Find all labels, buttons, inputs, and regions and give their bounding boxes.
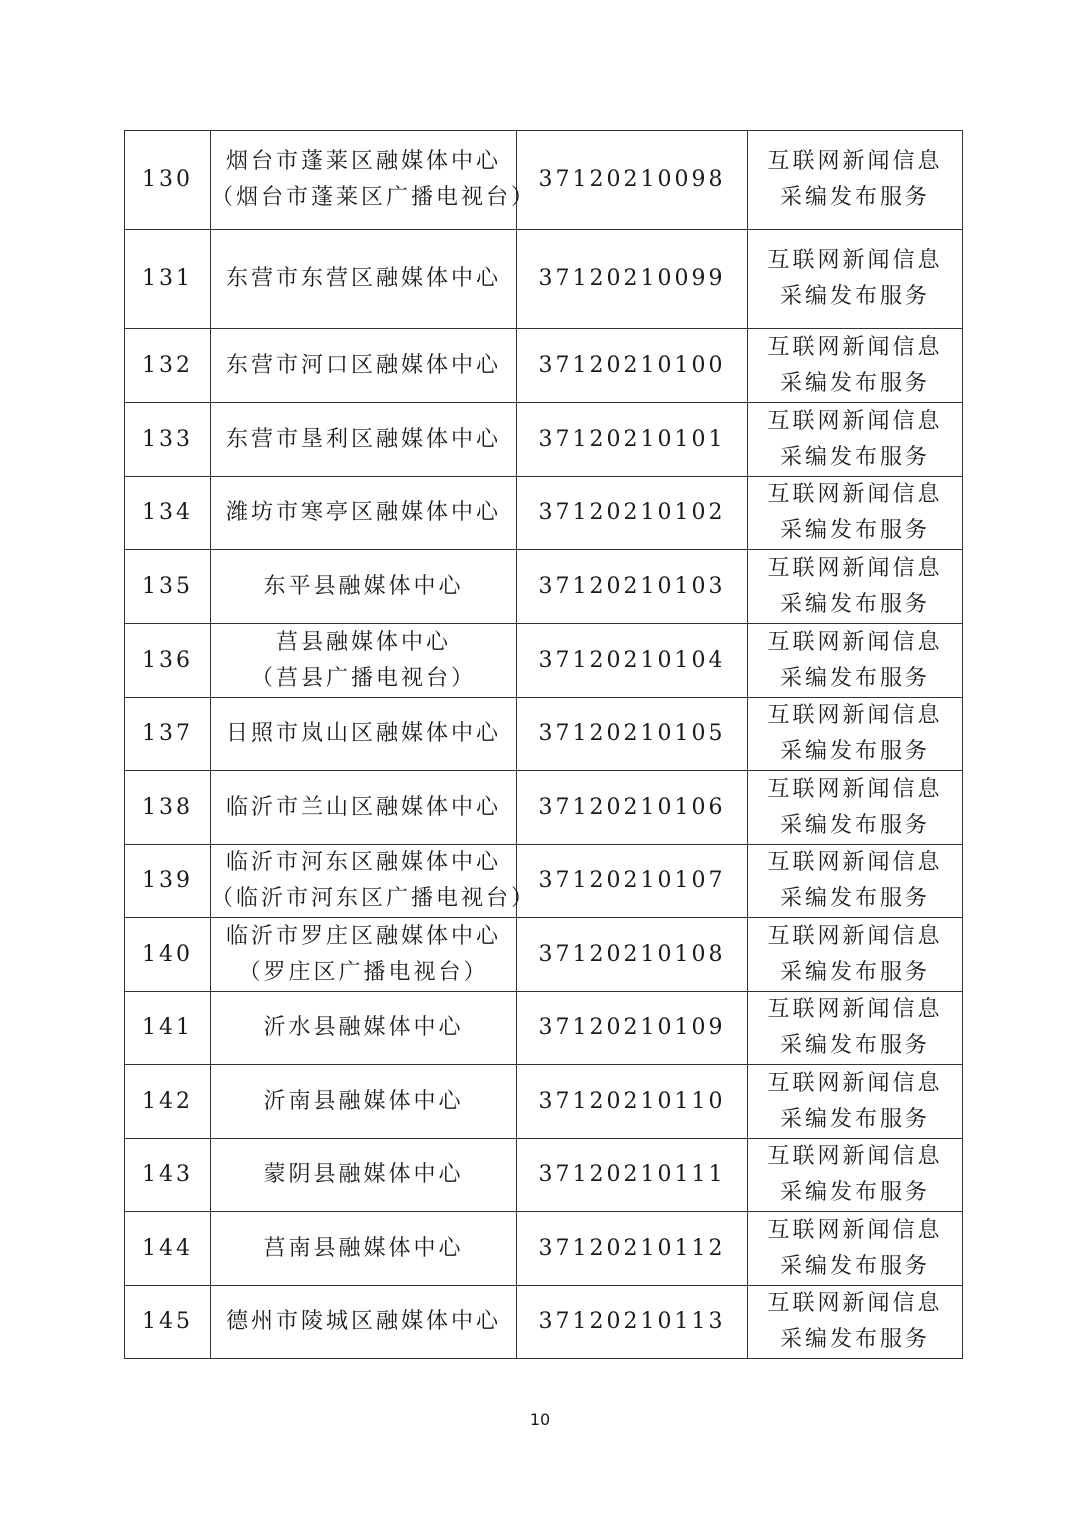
- row-number: 145: [125, 1286, 211, 1359]
- row-number: 143: [125, 1139, 211, 1212]
- service-type: [748, 1212, 963, 1286]
- service-line: 采编发布服务: [779, 1106, 930, 1132]
- org-name-line: 临沂市罗庄区融媒体中心: [225, 923, 501, 949]
- row-number: 136: [125, 624, 211, 698]
- org-name: [211, 918, 517, 992]
- license-code: 37120210108: [517, 918, 748, 992]
- row-number: 130: [125, 131, 211, 230]
- org-name: [211, 329, 517, 403]
- org-name: [211, 1286, 517, 1359]
- service-type: [748, 992, 963, 1065]
- license-code: 37120210107: [517, 845, 748, 918]
- org-name-line: 沂南县融媒体中心: [263, 1088, 464, 1114]
- service-type: [748, 1065, 963, 1139]
- service-line: 采编发布服务: [779, 185, 930, 210]
- table-row: [125, 845, 963, 918]
- license-code: 37120210113: [517, 1286, 748, 1359]
- org-name-line: 沂水县融媒体中心: [263, 1015, 464, 1040]
- service-line: 采编发布服务: [779, 739, 930, 764]
- row-number: 141: [125, 992, 211, 1065]
- service-type: [748, 845, 963, 918]
- service-line: 互联网新闻信息: [767, 629, 943, 655]
- table-row: [125, 1212, 963, 1286]
- license-code: 37120210106: [517, 771, 748, 845]
- org-name-line: 德州市陵城区融媒体中心: [225, 1309, 501, 1334]
- org-name-line: （莒县广播电视台）: [250, 665, 476, 691]
- service-type: [748, 624, 963, 698]
- service-line: 采编发布服务: [779, 444, 930, 470]
- table-row: [125, 698, 963, 771]
- service-line: 互联网新闻信息: [767, 555, 943, 581]
- service-line: 互联网新闻信息: [767, 997, 943, 1022]
- table-row: [125, 403, 963, 477]
- org-name: [211, 698, 517, 771]
- org-name-line: 东营市垦利区融媒体中心: [225, 426, 501, 452]
- row-number: 132: [125, 329, 211, 403]
- service-line: 互联网新闻信息: [767, 1144, 943, 1169]
- table-row: [125, 624, 963, 698]
- row-number: 133: [125, 403, 211, 477]
- service-line: 互联网新闻信息: [767, 248, 943, 273]
- table-row: [125, 992, 963, 1065]
- service-line: 互联网新闻信息: [767, 1217, 943, 1243]
- table-body: [125, 131, 963, 1359]
- service-line: 互联网新闻信息: [767, 776, 943, 802]
- license-code: 37120210101: [517, 403, 748, 477]
- service-line: 互联网新闻信息: [767, 334, 943, 360]
- license-code: 37120210104: [517, 624, 748, 698]
- org-name-line: 东营市东营区融媒体中心: [225, 266, 501, 291]
- service-line: 采编发布服务: [779, 1180, 930, 1205]
- table-row: [125, 550, 963, 624]
- service-type: [748, 771, 963, 845]
- org-name: [211, 550, 517, 624]
- org-name: [211, 845, 537, 918]
- table-row: [125, 329, 963, 403]
- table-row: [125, 230, 963, 329]
- license-code: 37120210102: [517, 477, 748, 550]
- license-code: 37120210112: [517, 1212, 748, 1286]
- service-type: [748, 329, 963, 403]
- license-code: 37120210111: [517, 1139, 748, 1212]
- service-type: [748, 1139, 963, 1212]
- service-line: 采编发布服务: [779, 1253, 930, 1279]
- service-line: 采编发布服务: [779, 370, 930, 396]
- org-name: [211, 1139, 517, 1212]
- service-line: 互联网新闻信息: [767, 703, 943, 728]
- license-code: 37120210110: [517, 1065, 748, 1139]
- row-number: 142: [125, 1065, 211, 1139]
- license-code: 37120210103: [517, 550, 748, 624]
- service-type: [748, 1286, 963, 1359]
- table-row: [125, 1065, 963, 1139]
- row-number: 138: [125, 771, 211, 845]
- service-line: 互联网新闻信息: [767, 408, 943, 434]
- service-line: 采编发布服务: [779, 518, 930, 543]
- service-line: 采编发布服务: [779, 886, 930, 911]
- org-name-line: 潍坊市寒亭区融媒体中心: [225, 500, 501, 525]
- service-line: 互联网新闻信息: [767, 1070, 943, 1096]
- row-number: 140: [125, 918, 211, 992]
- row-number: 135: [125, 550, 211, 624]
- org-name-line: 东营市河口区融媒体中心: [225, 352, 501, 378]
- service-line: 互联网新闻信息: [767, 850, 943, 875]
- table-row: [125, 477, 963, 550]
- table-row: [125, 771, 963, 845]
- org-name-line: 日照市岚山区融媒体中心: [225, 721, 501, 746]
- org-name: [211, 624, 517, 698]
- org-name: [211, 131, 537, 230]
- row-number: 139: [125, 845, 211, 918]
- table-row: [125, 1286, 963, 1359]
- service-line: 采编发布服务: [779, 959, 930, 985]
- service-line: 采编发布服务: [779, 1033, 930, 1058]
- service-line: 采编发布服务: [779, 1327, 930, 1352]
- service-type: [748, 550, 963, 624]
- row-number: 144: [125, 1212, 211, 1286]
- org-name-line: 莒县融媒体中心: [275, 629, 451, 655]
- service-type: [748, 698, 963, 771]
- service-type: [748, 477, 963, 550]
- service-line: 采编发布服务: [779, 591, 930, 617]
- page-number: 10: [529, 1410, 551, 1429]
- service-line: 互联网新闻信息: [767, 149, 943, 174]
- service-type: [748, 131, 963, 230]
- service-line: 互联网新闻信息: [767, 1291, 943, 1316]
- service-line: 互联网新闻信息: [767, 923, 943, 949]
- org-name-line: 临沂市河东区融媒体中心: [225, 850, 501, 875]
- license-code: 37120210100: [517, 329, 748, 403]
- org-name: [211, 771, 517, 845]
- org-name-line: 蒙阴县融媒体中心: [263, 1162, 464, 1187]
- table-row: [125, 131, 963, 230]
- license-table: [124, 130, 963, 1359]
- org-name-line: 莒南县融媒体中心: [263, 1235, 464, 1261]
- org-name-line: （烟台市蓬莱区广播电视台）: [211, 185, 537, 210]
- table-row: [125, 1139, 963, 1212]
- org-name-line: （罗庄区广播电视台）: [238, 959, 489, 985]
- service-line: 采编发布服务: [779, 665, 930, 691]
- service-line: 采编发布服务: [779, 284, 930, 309]
- row-number: 137: [125, 698, 211, 771]
- license-code: 37120210098: [517, 131, 748, 230]
- row-number: 134: [125, 477, 211, 550]
- license-code: 37120210105: [517, 698, 748, 771]
- org-name-line: （临沂市河东区广播电视台）: [211, 886, 537, 911]
- org-name: [211, 403, 517, 477]
- org-name-line: 烟台市蓬莱区融媒体中心: [225, 149, 501, 174]
- org-name: [211, 477, 517, 550]
- table-row: [125, 918, 963, 992]
- org-name: [211, 1065, 517, 1139]
- service-type: [748, 918, 963, 992]
- org-name: [211, 1212, 517, 1286]
- service-line: 互联网新闻信息: [767, 482, 943, 507]
- license-code: 37120210099: [517, 230, 748, 329]
- service-type: [748, 403, 963, 477]
- org-name: [211, 992, 517, 1065]
- org-name-line: 临沂市兰山区融媒体中心: [225, 794, 501, 820]
- service-type: [748, 230, 963, 329]
- license-code: 37120210109: [517, 992, 748, 1065]
- org-name: [211, 230, 517, 329]
- org-name-line: 东平县融媒体中心: [263, 573, 464, 599]
- row-number: 131: [125, 230, 211, 329]
- service-line: 采编发布服务: [779, 812, 930, 838]
